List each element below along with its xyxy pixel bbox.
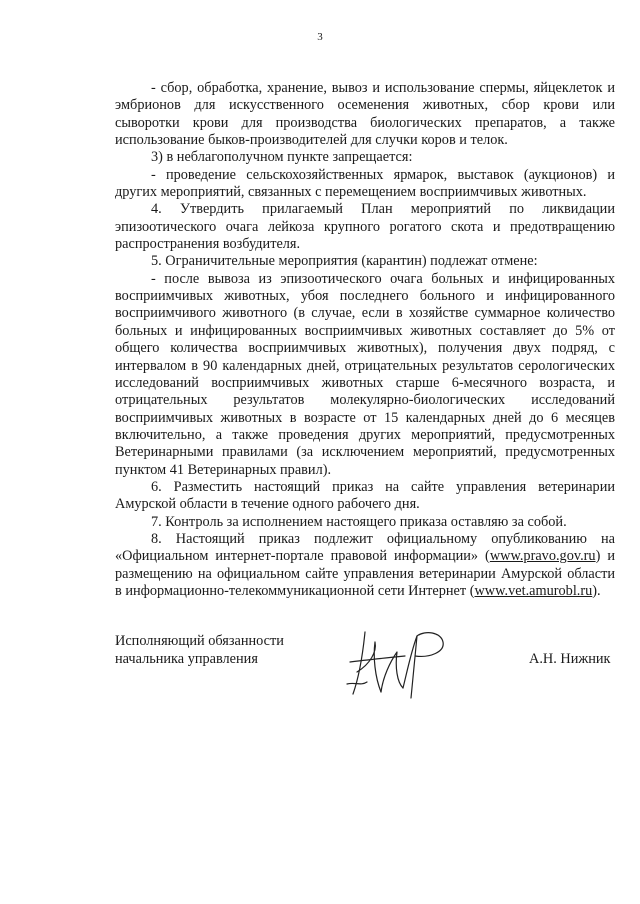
text-line: - проведение сельскохозяйственных ярмарок, выставок (аукционов) и — [151, 166, 615, 183]
document-body — [115, 80, 615, 600]
text-line: - сбор, обработка, хранение, вывоз и использование спермы, яйцеклеток и — [151, 80, 615, 96]
text-line: 5. Ограничительные мероприятия (карантин) подлежат отмене: — [151, 253, 538, 270]
text-line: восприимчивых животных, убоя последнего больного и инфицированного — [115, 288, 615, 305]
text-line: использование быков-производителей для случки коров и телок. — [115, 132, 508, 149]
page-number: 3 — [317, 31, 323, 43]
text-line: восприимчивого животного (в случае, если в хозяйстве суммарное количество — [115, 305, 615, 322]
signature-title-line: начальника управления — [115, 651, 258, 667]
text-line: 8. Настоящий приказ подлежит официальному опубликованию на — [151, 530, 615, 547]
text-line: Ветеринарными правилами (за исключением мероприятий, предусмотренных — [115, 444, 615, 461]
text-line: больных и инфицированных восприимчивых животных составляет до 5% от — [115, 322, 615, 339]
text-line: 4. Утвердить прилагаемый План мероприятий по ликвидации — [151, 201, 615, 218]
text-line: общего количества восприимчивых животных), получения двух подряд, с — [115, 340, 615, 357]
text-line: сыворотки крови для производства биологических препаратов, а также — [115, 114, 615, 131]
text-segment: ) и — [595, 548, 615, 565]
text-line: 7. Контроль за исполнением настоящего приказа оставляю за собой. — [151, 513, 567, 530]
pravo-link[interactable]: www.pravo.gov.ru — [489, 548, 596, 565]
text-line: эпизоотического очага лейкоза крупного рогатого скота и предотвращению — [115, 218, 615, 235]
text-segment: в информационно-телекоммуникационной сети Интернет ( — [115, 582, 475, 599]
text-line: 3) в неблагополучном пункте запрещается: — [151, 149, 413, 166]
text-line: 6. Разместить настоящий приказ на сайте управления ветеринарии — [151, 478, 615, 495]
text-segment: «Официальном интернет-портале правовой информации» ( — [115, 548, 490, 565]
text-line: отрицательных результатов молекулярно-биологических исследований — [115, 392, 615, 409]
text-line: восприимчивых животных в возрасте от 15 календарных дней до 6 месяцев — [115, 409, 615, 426]
text-line: интервалом в 90 календарных дней, отрицательных результатов серологических — [115, 357, 615, 374]
text-line: - после вывоза из эпизоотического очага больных и инфицированных — [151, 270, 615, 287]
signature-title-line: Исполняющий обязанности — [115, 633, 284, 649]
handwritten-signature — [345, 622, 455, 702]
text-line: включительно, а также проведения других мероприятий, предусмотренных — [115, 426, 615, 443]
text-line: Амурской области в течение одного рабочего дня. — [115, 496, 420, 513]
signer-name: А.Н. Нижник — [529, 651, 611, 667]
signature-title — [115, 632, 284, 668]
text-line: исследований восприимчивых животных старше 6-месячного возраста, и — [115, 374, 615, 391]
text-line — [115, 583, 615, 600]
text-line: распространения возбудителя. — [115, 236, 301, 253]
text-line: пунктом 41 Ветеринарных правил). — [115, 461, 332, 478]
text-line: других мероприятий, связанных с перемещением восприимчивых животных. — [115, 184, 587, 201]
vet-amurobl-link[interactable]: www.vet.amurobl.ru — [474, 582, 593, 599]
text-line: размещению на официальном сайте управления ветеринарии Амурской области — [115, 565, 615, 582]
text-segment: ). — [592, 582, 601, 599]
text-line — [115, 548, 615, 565]
text-line: эмбрионов для искусственного осеменения животных, сбор крови или — [115, 97, 615, 114]
